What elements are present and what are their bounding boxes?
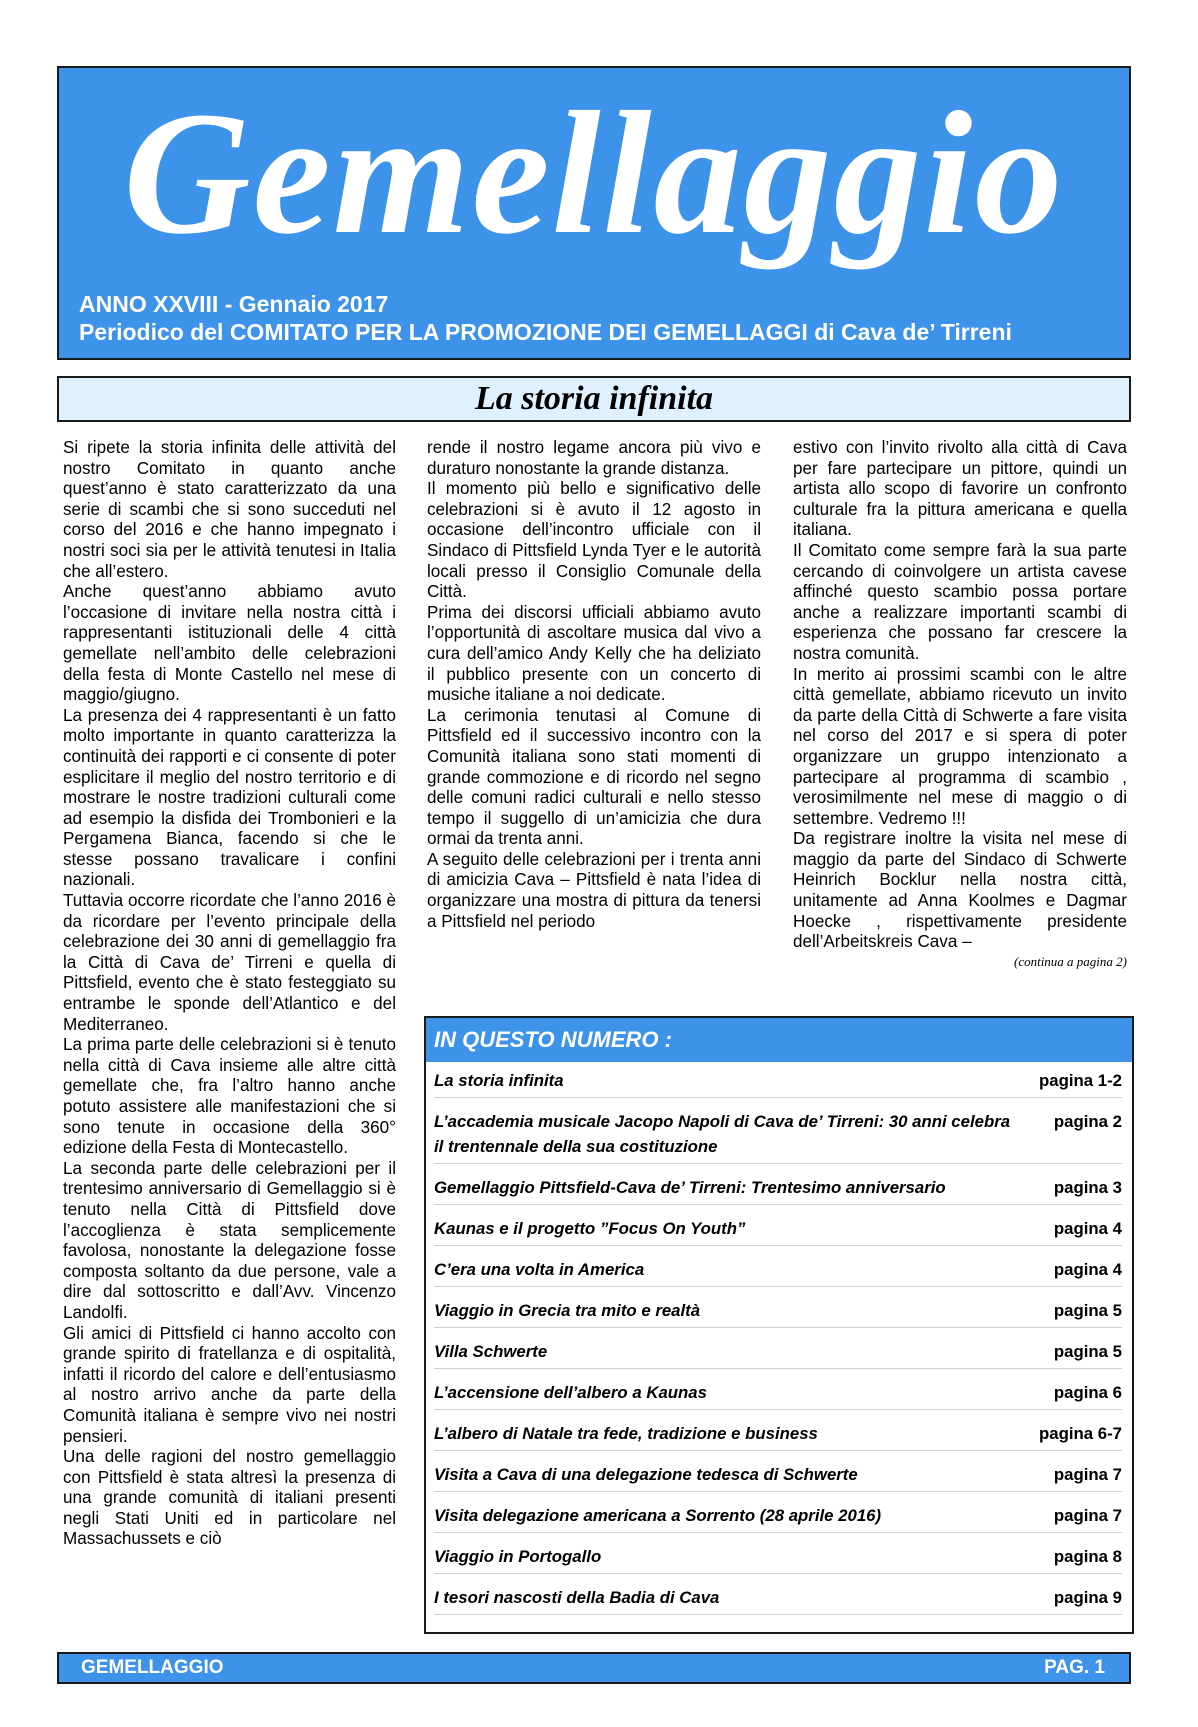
toc-item-title: La storia infinita xyxy=(434,1071,564,1090)
article-column-2 xyxy=(427,438,761,932)
article-column-1 xyxy=(63,438,396,1550)
continued-note: (continua a pagina 2) xyxy=(1013,953,1127,969)
footer-title: GEMELLAGGIO xyxy=(81,1657,224,1678)
paragraph: Il Comitato come sempre farà la sua parte cercando di coinvolgere un artista cavese affinché questo scambio possa portare anche a realizzare importanti scambi di esperienza che possano far crescere la nostra comunità. xyxy=(793,540,1127,663)
toc-item-page: pagina 8 xyxy=(1053,1547,1122,1566)
issue-line: ANNO XXVIII - Gennaio 2017 xyxy=(79,291,389,317)
masthead-title: Gemellaggio xyxy=(123,76,1065,271)
paragraph: A seguito delle celebrazioni per i trenta anni di amicizia Cava – Pittsfield è nata l’idea di organizzare una mostra di pittura da tenersi a Pittsfield nel periodo xyxy=(427,849,761,931)
page-footer xyxy=(57,1652,1131,1684)
toc-item-title: Gemellaggio Pittsfield-Cava de’ Tirreni: Trentesimo anniversario xyxy=(434,1178,946,1197)
paragraph: La prima parte delle celebrazioni si è tenuto nella città di Cava insieme alle altre città gemellate che, fra l’altro hanno anche potuto assistere alle manifestazioni che si sono tenute in occasione della 360° edizione della Festa di Montecastello. xyxy=(63,1035,396,1158)
toc-item-page: pagina 2 xyxy=(1053,1112,1122,1131)
paragraph: Una delle ragioni del nostro gemellaggio con Pittsfield è stata altresì la presenza di una grande comunità di italiani presenti negli Stati Uniti ed in particolare nel Massachussets e ciò xyxy=(63,1447,396,1549)
paragraph: Il momento più bello e significativo delle celebrazioni si è avuto il 12 agosto in occasione dell’incontro ufficiale con il Sindaco di Pittsfield Lynda Tyer e le autorità locali presso il Consiglio Comunale della Città. xyxy=(427,479,761,602)
toc-item-page: pagina 5 xyxy=(1053,1342,1122,1361)
toc-item[interactable] xyxy=(434,1298,1122,1328)
paragraph: rende il nostro legame ancora più vivo e duraturo nonostante la grande distanza. xyxy=(427,438,761,478)
toc-list xyxy=(434,1068,1122,1626)
toc-item[interactable] xyxy=(434,1068,1122,1098)
toc-item-page: pagina 6-7 xyxy=(1039,1424,1122,1443)
page-number: PAG. 1 xyxy=(1044,1657,1105,1678)
toc-item-title: L’accensione dell’albero a Kaunas xyxy=(434,1383,707,1402)
toc-item-page: pagina 5 xyxy=(1053,1301,1122,1320)
paragraph: Anche quest’anno abbiamo avuto l’occasione di invitare nella nostra città i rappresentanti istituzionali delle 4 città gemellate nell’ambito delle celebrazioni della festa di Monte Castello nel mese di maggio/giugno. xyxy=(63,582,396,705)
toc-item-title: Visita a Cava di una delegazione tedesca di Schwerte xyxy=(434,1465,858,1484)
paragraph: La cerimonia tenutasi al Comune di Pittsfield ed il successivo incontro con la Comunità italiana sono stati momenti di grande commozione e di ricordo nel segno delle comuni radici culturali e nello stesso tempo il suggello di un’amicizia che dura ormai da trenta anni. xyxy=(427,705,761,849)
toc-item-title: Visita delegazione americana a Sorrento (28 aprile 2016) xyxy=(434,1506,882,1525)
toc-item-title: Villa Schwerte xyxy=(434,1342,548,1361)
toc-item[interactable] xyxy=(434,1175,1122,1205)
paragraph: estivo con l’invito rivolto alla città di Cava per fare partecipare un pittore, quindi un artista allo scopo di favorire un confronto culturale fra la pittura americana e quella italiana. xyxy=(793,438,1127,540)
toc-item-page: pagina 4 xyxy=(1053,1219,1122,1238)
article-headline: La storia infinita xyxy=(474,380,714,417)
toc-item-page: pagina 7 xyxy=(1053,1465,1122,1484)
publisher-line: Periodico del COMITATO PER LA PROMOZIONE DEI GEMELLAGGI di Cava de’ Tirreni xyxy=(79,319,1012,345)
toc-item-page: pagina 3 xyxy=(1053,1178,1122,1197)
toc-item[interactable] xyxy=(434,1462,1122,1492)
toc-item-title: L’accademia musicale Jacopo Napoli di Cava de’ Tirreni: 30 anni celebra il trentennale della sua costituzione xyxy=(434,1112,1011,1156)
toc-item[interactable] xyxy=(434,1503,1122,1533)
article-column-3 xyxy=(793,438,1127,971)
paragraph: La presenza dei 4 rappresentanti è un fatto molto importante in quanto caratterizza la continuità dei rapporti e ci consente di poter esplicitare il meglio del nostro territorio e di mostrare le nostre tradizioni culturali come ad esempio la disfida dei Trombonieri e la Pergamena Bianca, facendo si che le stesse possano travalicare i confini nazionali. xyxy=(63,705,396,890)
toc-item-title: L’albero di Natale tra fede, tradizione e business xyxy=(434,1424,818,1443)
paragraph: Si ripete la storia infinita delle attività del nostro Comitato in quanto anche quest’anno è stato caratterizzato da una serie di scambi che si sono succeduti nel corso del 2016 e che hanno impegnato i nostri soci sia per le attività tenutesi in Italia che all’estero. xyxy=(63,438,396,581)
toc-item-title: Viaggio in Grecia tra mito e realtà xyxy=(434,1301,701,1320)
toc-item[interactable] xyxy=(434,1380,1122,1410)
toc-item[interactable] xyxy=(434,1421,1122,1451)
paragraph: La seconda parte delle celebrazioni per il trentesimo anniversario di Gemellaggio si è tenuto nella Città di Pittsfield dove l’accoglienza è stata semplicemente favolosa, nonostante la delegazione fosse composta soltanto da due persone, vale a dire dal sottoscritto e dall’Avv. Vincenzo Landolfi. xyxy=(63,1158,396,1322)
paragraph: Da registrare inoltre la visita nel mese di maggio da parte del Sindaco di Schwerte Heinrich Bocklur nella nostra città, unitamente ad Anna Koolmes e Dagmar Hoecke , rispettivamente presidente dell’Arbeitskreis Cava – xyxy=(793,829,1127,952)
toc-item[interactable] xyxy=(434,1109,1122,1164)
toc-item-title: Kaunas e il progetto ”Focus On Youth” xyxy=(434,1219,746,1238)
toc-item-title: I tesori nascosti della Badia di Cava xyxy=(434,1588,720,1607)
headline-box xyxy=(57,376,1131,422)
toc-item[interactable] xyxy=(434,1544,1122,1574)
toc-item[interactable] xyxy=(434,1216,1122,1246)
toc-title: IN QUESTO NUMERO : xyxy=(426,1018,1132,1062)
toc-item-page: pagina 4 xyxy=(1053,1260,1122,1279)
paragraph: Prima dei discorsi ufficiali abbiamo avuto l’opportunità di ascoltare musica dal vivo a cura dell’amico Andy Kelly che ha deliziato il pubblico presente con un concerto di musiche italiane a noi dedicate. xyxy=(427,602,761,705)
toc-item-page: pagina 9 xyxy=(1053,1588,1122,1607)
toc-item-title: Viaggio in Portogallo xyxy=(434,1547,602,1566)
paragraph: Tuttavia occorre ricordate che l’anno 2016 è da ricordare per l’evento principale della celebrazione dei 30 anni di gemellaggio fra la Città di Cava de’ Tirreni e quella di Pittsfield, evento che è stato festeggiato su entrambe le sponde dell’Atlantico e del Mediterraneo. xyxy=(63,891,396,1034)
toc-item[interactable] xyxy=(434,1257,1122,1287)
toc-item-page: pagina 1-2 xyxy=(1039,1071,1122,1090)
paragraph: In merito ai prossimi scambi con le altre città gemellate, abbiamo ricevuto un invito da parte della Città di Schwerte a fare visita nel corso del 2017 e si spera di poter organizzare un gruppo intenzionato a partecipare al programma di scambio , verosimilmente nel mese di maggio o di settembre. Vedremo !!! xyxy=(793,664,1127,828)
paragraph: Gli amici di Pittsfield ci hanno accolto con grande spirito di fratellanza e di ospitalità, infatti il ricordo del calore e dell’entusiasmo al nostro arrivo anche da parte della Comunità italiana è sempre vivo nei nostri pensieri. xyxy=(63,1323,396,1446)
table-of-contents xyxy=(424,1016,1134,1634)
toc-item[interactable] xyxy=(434,1585,1122,1615)
toc-item-title: C’era una volta in America xyxy=(434,1260,645,1279)
toc-item-page: pagina 7 xyxy=(1053,1506,1122,1525)
masthead xyxy=(57,66,1131,360)
toc-item[interactable] xyxy=(434,1339,1122,1369)
toc-item-page: pagina 6 xyxy=(1053,1383,1122,1402)
